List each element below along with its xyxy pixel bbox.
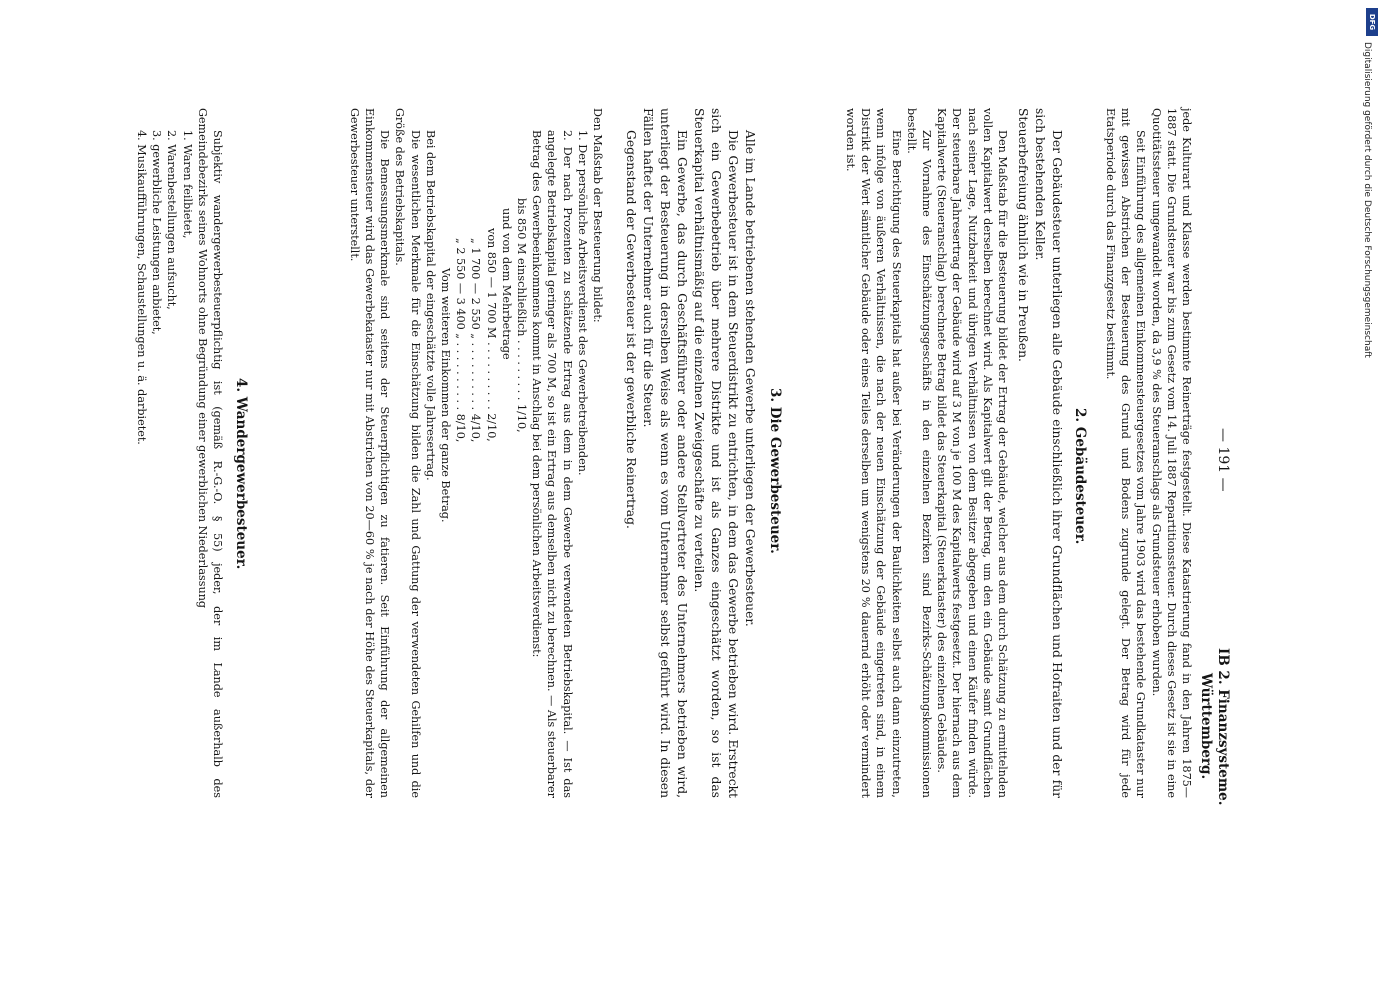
section-2-paragraph: Der Gebäudesteuer unterliegen alle Gebäude einschließlich ihrer Grundflächen und Hofraiten und der für sich bestehenden Keller.	[1033, 108, 1064, 798]
section-2-paragraph: Eine Berichtigung des Steuerkapitals hat außer bei Veränderungen der Baulichkeiten selbst auch dann einzutreten, wenn infolge von äußeren Verhältnissen, die nach der neuen Einschätzung der Gebäude eingetreten sind, in einem Distrikt der Wert sämtlicher Gebäude oder eines Teiles derselben um wenigstens 20 % dauernd erhöht oder vermindert worden ist.	[843, 108, 903, 798]
rate-line: bis 850 M einschließlich . . . . . . . . . 1/10,	[514, 198, 528, 433]
section-3-paragraph: Alle im Lande betriebenen stehenden Gewerbe unterliegen der Gewerbesteuer.	[743, 130, 757, 627]
section-3-body	[347, 108, 605, 798]
section-4-paragraph: Subjektiv wandergewerbesteuerpflichtig ist (gemäß R.-G.-O. § 55) jeder, der im Lande außerhalb des Gemeindebezirks seines Wohnorts ohne Begründung einer gewerblichen Niederlassung	[195, 108, 224, 798]
intro-text	[1103, 108, 1194, 798]
side-strip	[1362, 6, 1382, 994]
section-3-paragraph: Gegenstand der Gewerbesteuer ist der gewerbliche Reinertrag.	[624, 130, 638, 529]
rate-line: von 850 — 1 700 M . . . . . . . . . . 2/10,	[484, 228, 498, 442]
section-3-title: 3. Die Gewerbesteuer.	[767, 388, 783, 554]
rate-line: Vom weiteren Einkommen der ganze Betrag.	[438, 268, 452, 523]
list-item: 4. Musikaufführungen, Schaustellungen u. ä. darbietet.	[134, 130, 148, 445]
section-2-title: 2. Gebäudesteuer.	[1072, 408, 1088, 545]
section-3-paragraph: Den Maßstab der Besteuerung bildet:	[591, 108, 604, 323]
list-item: 2. Warenbestellungen aufsucht,	[165, 130, 179, 310]
document-page	[100, 108, 1231, 806]
section-4-title: 4. Wandergewerbesteuer.	[233, 378, 249, 570]
intro-paragraph: Seit Einführung des allgemeinen Einkommensteuergesetzes vom Jahre 1903 wird das bestehende Grundkataster nur mit gewissen Abstrichen der Besteuerung des Grund und Bodens zugrunde gelegt. Der Betrag wird für jede Etatsperiode durch das Finanzgesetz bestimmt.	[1103, 108, 1148, 798]
section-marker: IB 2. Finanzsysteme.	[1215, 648, 1231, 806]
list-item: 1. Der persönliche Arbeitsverdienst des Gewerbetreibenden.	[575, 130, 589, 476]
section-2-paragraph: Zur Vornahme des Einschätzungsgeschäfts in den einzelnen Bezirken sind Bezirks-Schätzungskommissionen bestellt.	[904, 108, 933, 798]
section-2-lead	[1014, 108, 1065, 798]
section-2-paragraph: Steuerbefreiung ähnlich wie in Preußen.	[1016, 108, 1030, 362]
rate-line: „ 1 700 — 2 550 „ . . . . . . . . . . 4/10,	[469, 238, 483, 443]
list-item: 2. Der nach Prozenten zu schätzende Ertrag aus dem in dem Gewerbe verwendeten Betriebskapital. — Ist das angelegte Betriebskapital geringer als 700 M, so ist ein Ertrag aus demselben nicht zu berechnen. — Als steuerbarer Betrag des Gewerbeeinkommens kommt in Anschlag bei dem persönlichen Arbeitsverdienst:	[530, 130, 574, 798]
section-3-paragraph: Bei dem Betriebskapital der eingeschätzte volle Jahresertrag.	[423, 130, 437, 481]
rate-line: „ 2 550 — 3 400 „ . . . . . . . . . . 8/10,	[454, 238, 468, 443]
page-number: — 191 —	[1215, 428, 1231, 492]
section-3-lead	[622, 108, 758, 798]
section-3-paragraph: Die wesentlichen Merkmale für die Einschätzung bilden die Zahl und Gattung der verwendeten Gehilfen und die Größe des Betriebskapitals.	[393, 108, 422, 798]
section-3-paragraph: Die Bemessungsmerkmale sind seitens der Steuerpflichtigen zu fatieren. Seit Einführung der allgemeinen Einkommensteuer wird das Gewerbekataster nur mit Abstrichen von 20—60 % je nach der Höhe des Steuerkapitals, der Gewerbesteuer unterstellt.	[347, 108, 392, 798]
list-item: 3. gewerbliche Leistungen anbietet,	[150, 130, 164, 335]
list-item: 1. Waren feilbietet,	[180, 130, 194, 239]
section-2-paragraph: Den Maßstab für die Besteuerung bildet der Ertrag der Gebäude, welcher aus dem durch Schätzung zu ermittelnden vollen Kapitalwert derselben berechnet wird. Als Kapitalwert gilt der Betrag, um den ein Gebäude samt Grundflächen nach seiner Lage, Nutzbarkeit und übrigen Verhältnissen von dem Besitzer abgegeben und einen Käufer finden würde. Der steuerbare Jahresertrag der Gebäude wird auf 3 M von je 100 M des Kapitalwerts festgesetzt. Der hiernach aus dem Kapitalwerte (Steueranschlag) berechnete Betrag bildet das Steuerkapital (Steuerkataster) des einzelnen Gebäudes.	[935, 108, 1009, 798]
section-3-paragraph: Ein Gewerbe, das durch Geschäftsführer oder andere Stellvertreter des Unternehmers betrieben wird, unterliegt der Besteuerung in derselben Weise als wenn es vom Unternehmer selbst geführt wird. In diesen Fällen haftet der Unternehmer auch für die Steuer.	[641, 108, 689, 798]
dfg-logo: DFG	[1366, 8, 1378, 36]
intro-paragraph: jede Kulturart und Klasse werden bestimmte Reinerträge festgestellt. Diese Katastrierung fand in den Jahren 1875—1887 statt. Die Grundsteuer war bis zum Gesetz vom 14. Juli 1887 Repartitionssteuer. Durch dieses Gesetz ist sie in eine Quotitätssteuer umgewandelt worden, da 3,9 % des Steueranschlags als Grundsteuer erhoben wurden.	[1149, 108, 1193, 798]
rate-line: und von dem Mehrbetrage	[499, 208, 513, 360]
section-4-body	[134, 108, 225, 798]
state-heading: Württemberg.	[1198, 673, 1214, 780]
section-3-paragraph: Die Gewerbesteuer ist in dem Steuerdistrikt zu entrichten, in dem das Gewerbe betrieben wird. Erstreckt sich ein Gewerbebetrieb über mehrere Distrikte und ist als Ganzes eingeschätzt worden, so ist das Steuerkapital verhältnismäßig auf die einzelnen Zweiggeschäfte zu verteilen.	[692, 108, 740, 798]
digitization-credit: Digitalisierung gefördert durch die Deutsche Forschungsgemeinschaft	[1362, 42, 1372, 358]
section-2-body	[843, 108, 1010, 798]
